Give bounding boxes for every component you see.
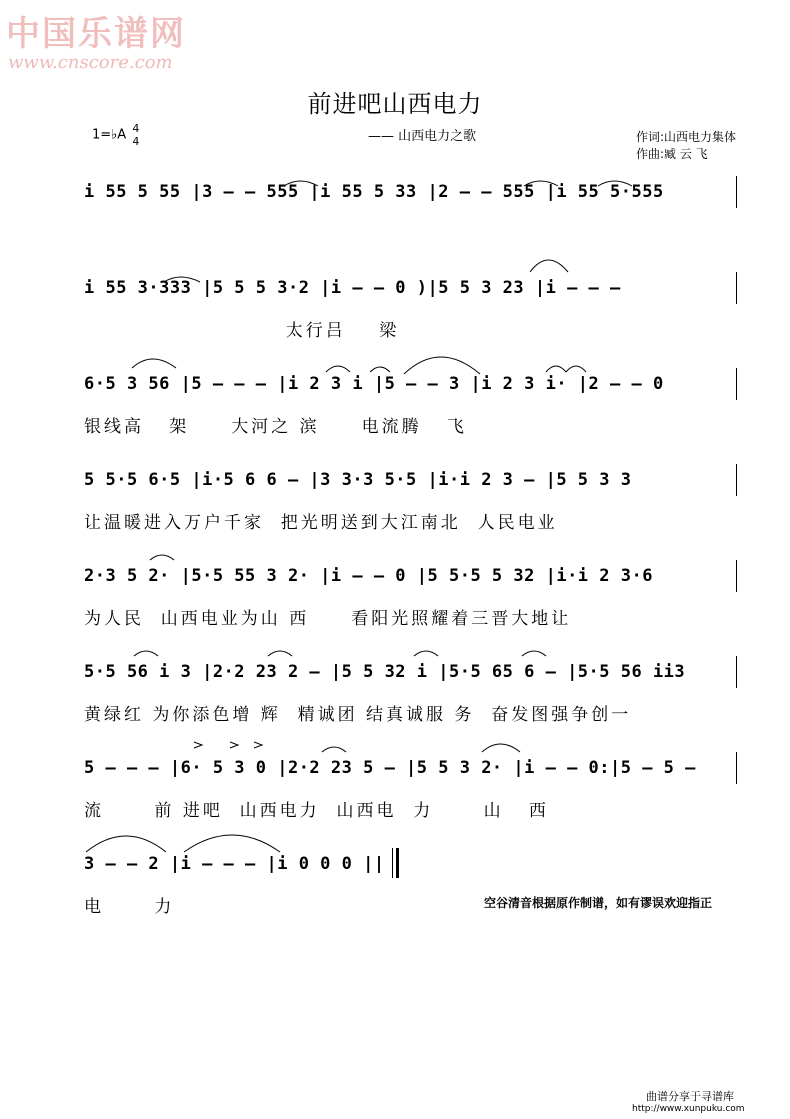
slur-mark	[566, 366, 586, 372]
lyric-row-7: 流 前 进吧 山西电力 山西电 力 山 西	[84, 801, 549, 821]
watermark-logo: 中国乐谱网	[6, 14, 186, 54]
lyric-row-2: 太行吕 梁	[84, 321, 400, 341]
song-title: 前进吧山西电力	[307, 90, 483, 118]
transcriber-note: 空谷清音根据原作制谱，如有谬误欢迎指正	[484, 896, 713, 910]
lyric-row-5: 为人民 山西电业为山 西 看阳光照耀着三晋大地让	[84, 609, 572, 629]
song-subtitle: —— 山西电力之歌	[368, 129, 477, 144]
slur-mark	[546, 366, 566, 372]
notation-row-4: 5 5·5 6·5 |i·5 6 6 – |3 3·3 5·5 |i·i 2 3 – |5 5 3 3	[84, 470, 643, 490]
lyric-row-3: 银线高 架 大河之 滨 电流腾 飞	[84, 417, 467, 437]
notation-row-3: 6·5 3 56 |5 – – – |i 2 3 i |5 – – 3 |i 2 3 i· |2 – – 0	[84, 374, 675, 394]
key-label: 1=	[92, 127, 112, 143]
slur-mark	[134, 651, 158, 656]
notation-row-7: 5 – – – |6· 5 3 0 |2·2 23 5 – |5 5 3 2· |i – – 0:|5 – 5 –	[84, 758, 707, 778]
footer-source: 曲谱分享于寻谱库	[646, 1090, 734, 1103]
notation-row-1: i 55 5 55 |3 – – 555 |i 55 5 33 |2 – – 555 |i 55 5·555	[84, 182, 675, 202]
slur-mark	[184, 835, 280, 852]
notation-row-8: 3 – – 2 |i – – – |i 0 0 0 ||	[84, 854, 385, 874]
accent-mark	[254, 742, 262, 748]
slur-mark	[370, 367, 390, 372]
notation-row-2: i 55 3·333 |5 5 5 3·2 |i – – 0 )|5 5 3 23 |i – – –	[84, 278, 632, 298]
notation-row-6: 5·5 56 i 3 |2·2 23 2 – |5 5 32 i |5·5 65 6 – |5·5 56 ii3	[84, 662, 696, 682]
slur-mark	[414, 651, 438, 656]
lyric-row-6: 黄绿红 为你添色增 辉 精诚团 结真诚服 务 奋发图强争创一	[84, 705, 632, 725]
lyric-row-4: 让温暖进入万户千家 把光明送到大江南北 人民电业	[84, 513, 558, 533]
notation-row-5: 2·3 5 2· |5·5 55 3 2· |i – – 0 |5 5·5 5 32 |i·i 2 3·6	[84, 566, 664, 586]
slur-mark	[86, 836, 166, 852]
slur-mark	[326, 366, 350, 372]
lyric-row-8: 电 力	[84, 897, 175, 917]
slur-mark	[522, 651, 546, 656]
meter-bottom: 4	[132, 135, 140, 148]
watermark-url: www.cnscore.com	[8, 52, 173, 73]
accent-mark	[194, 742, 202, 748]
key-note: ♭A	[111, 127, 127, 143]
slur-mark	[530, 260, 568, 272]
composer-credit: 作曲:臧 云 飞	[636, 147, 708, 161]
accent-mark	[230, 742, 238, 748]
slur-mark	[322, 747, 346, 752]
slur-mark	[132, 359, 176, 368]
slur-mark	[404, 357, 480, 374]
slur-mark	[268, 651, 292, 656]
slur-mark	[482, 744, 520, 752]
footer-url: http://www.xunpuku.com	[632, 1104, 745, 1114]
slur-mark	[150, 555, 174, 560]
meter-top: 4	[132, 122, 140, 135]
lyricist-credit: 作词:山西电力集体	[636, 130, 737, 144]
